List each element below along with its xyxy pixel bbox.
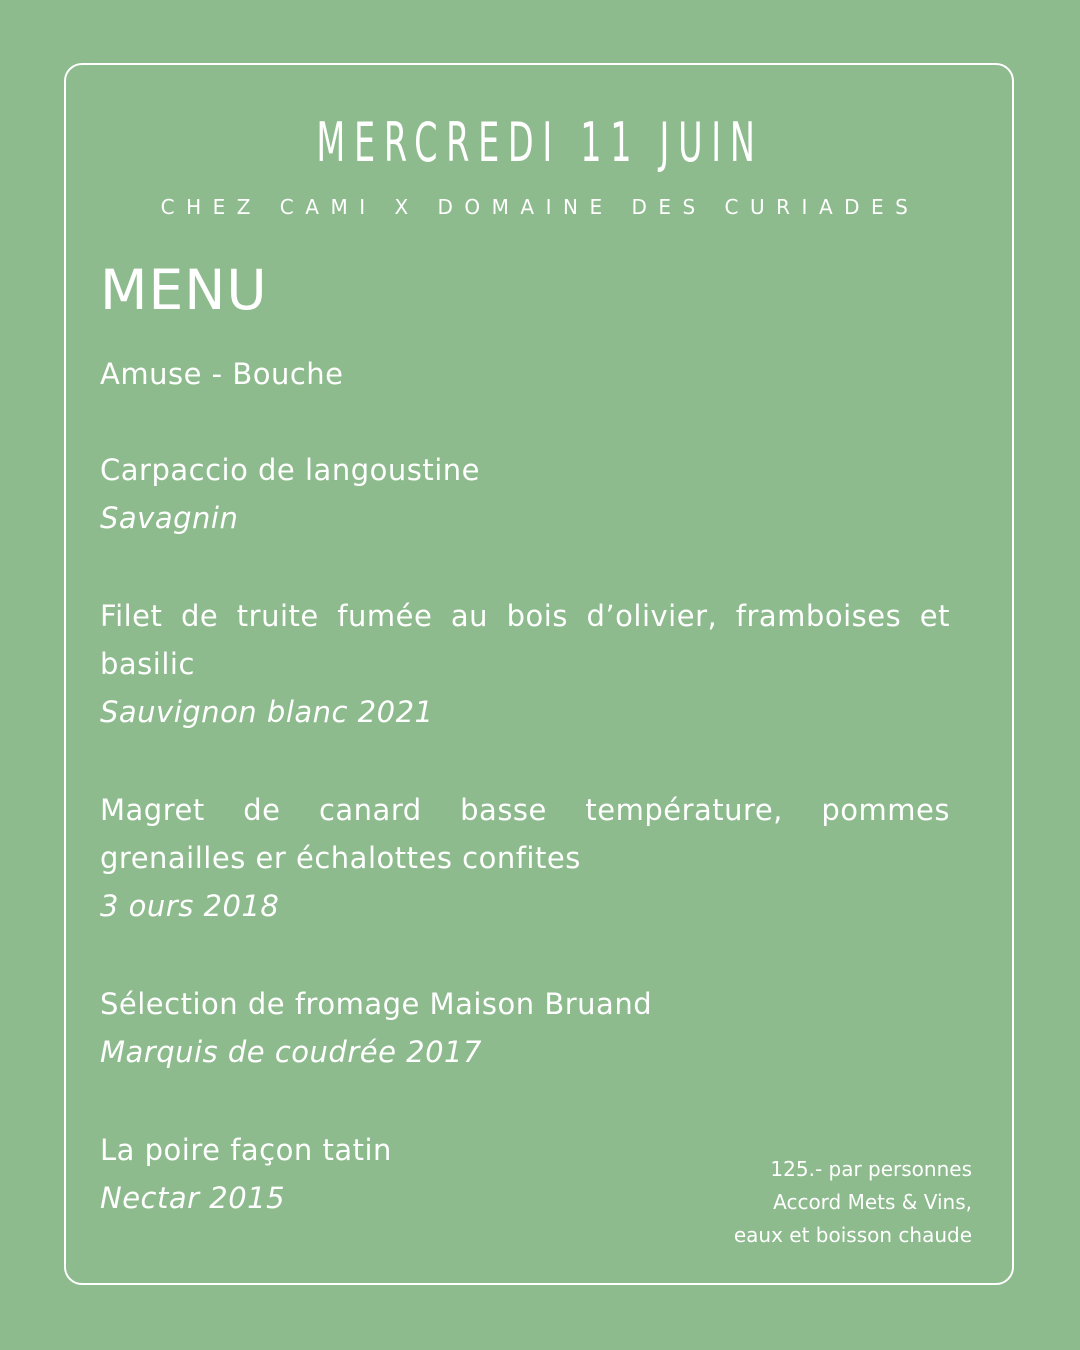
wine-pairing: 3 ours 2018 (100, 889, 280, 923)
event-date-heading: MERCREDI 11 JUIN (316, 111, 764, 174)
course-name: Sélection de fromage Maison Bruand (100, 987, 653, 1021)
course-amuse-bouche (100, 350, 950, 398)
course-filet-de-truite (100, 592, 950, 736)
wine-pairing: Sauvignon blanc 2021 (100, 695, 434, 729)
price-line: 125.- par personnes (770, 1157, 972, 1181)
event-subtitle: CHEZ CAMI X DOMAINE DES CURIADES (160, 195, 920, 219)
wine-pairing: Nectar 2015 (100, 1181, 286, 1215)
price-note (734, 1153, 972, 1252)
course-dessert (100, 1126, 660, 1222)
course-fromage (100, 980, 950, 1076)
course-name: Magret de canard basse température, pommes grenailles er échalottes confites (100, 793, 950, 875)
pairing-line: Accord Mets & Vins, (773, 1190, 972, 1214)
drinks-line: eaux et boisson chaude (733, 1223, 972, 1247)
course-name: Amuse - Bouche (100, 357, 344, 391)
course-magret-de-canard (100, 786, 950, 930)
course-name: La poire façon tatin (100, 1133, 392, 1167)
course-name: Carpaccio de langoustine (100, 453, 480, 487)
wine-pairing: Marquis de coudrée 2017 (100, 1035, 482, 1069)
course-carpaccio (100, 446, 950, 542)
course-name: Filet de truite fumée au bois d’olivier, framboises et basilic (100, 599, 950, 681)
menu-title: MENU (100, 258, 268, 322)
wine-pairing: Savagnin (100, 501, 239, 535)
